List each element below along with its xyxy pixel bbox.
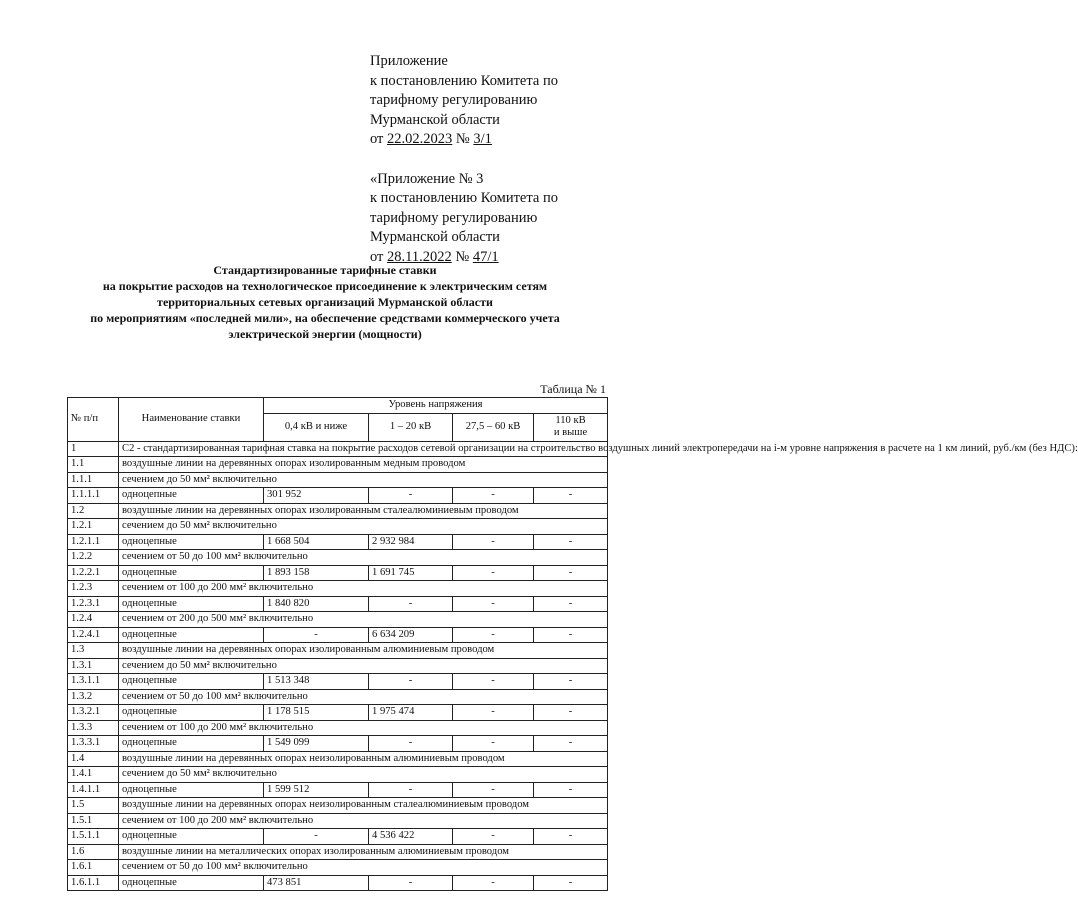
section-label: сечением до 50 мм² включительно	[119, 472, 608, 488]
section-row	[68, 658, 608, 674]
section-row	[68, 689, 608, 705]
date-prefix: от	[370, 131, 388, 147]
row-label: одноцепные	[119, 627, 264, 643]
row-label: одноцепные	[119, 875, 264, 891]
value-voltage-1: 1 513 348	[264, 674, 369, 690]
resolution-date: 28.11.2022	[387, 248, 452, 265]
section-row	[68, 643, 608, 659]
header-block-1	[370, 52, 558, 150]
value-voltage-3: -	[453, 782, 534, 798]
header-num: № п/п	[68, 398, 119, 442]
value-voltage-4: -	[534, 736, 608, 752]
value-voltage-4: -	[534, 596, 608, 612]
row-label: одноцепные	[119, 829, 264, 845]
value-voltage-3: -	[453, 705, 534, 721]
header-line: Мурманской области	[370, 229, 500, 245]
table-row	[68, 875, 608, 891]
section-label: воздушные линии на деревянных опорах изолированным медным проводом	[119, 457, 608, 473]
value-voltage-3: -	[453, 596, 534, 612]
value-voltage-2: -	[369, 875, 453, 891]
section-label: сечением до 50 мм² включительно	[119, 519, 608, 535]
header-line: к постановлению Комитета по	[370, 190, 558, 206]
row-num: 1.3.1	[68, 658, 119, 674]
row-num: 1.3.1.1	[68, 674, 119, 690]
header-voltage-3: 27,5 – 60 кВ	[453, 413, 534, 441]
row-label: одноцепные	[119, 736, 264, 752]
title-line: электрической энергии (мощности)	[228, 327, 422, 341]
header-line: «Приложение № 3	[370, 170, 484, 187]
table-row	[68, 782, 608, 798]
value-voltage-2: 1 975 474	[369, 705, 453, 721]
value-voltage-2: 2 932 984	[369, 534, 453, 550]
value-voltage-3: -	[453, 488, 534, 504]
header-line: тарифному регулированию	[370, 92, 538, 108]
value-voltage-4: -	[534, 627, 608, 643]
section-row	[68, 844, 608, 860]
row-label: одноцепные	[119, 782, 264, 798]
section-label: воздушные линии на деревянных опорах изолированным алюминиевым проводом	[119, 643, 608, 659]
row-num: 1.1	[68, 457, 119, 473]
section-row	[68, 550, 608, 566]
value-voltage-3: -	[453, 829, 534, 845]
row-label: одноцепные	[119, 534, 264, 550]
table-row	[68, 736, 608, 752]
section-label: сечением до 50 мм² включительно	[119, 767, 608, 783]
section-label: сечением от 200 до 500 мм² включительно	[119, 612, 608, 628]
row-num: 1.3.2.1	[68, 705, 119, 721]
row-num: 1.6.1.1	[68, 875, 119, 891]
title-line: на покрытие расходов на технологическое присоединение к электрическим сетям	[102, 279, 548, 293]
value-voltage-2: -	[369, 736, 453, 752]
value-voltage-2: 4 536 422	[369, 829, 453, 845]
section-row	[68, 767, 608, 783]
header-v4-line: 110 кВ	[555, 414, 586, 426]
row-num: 1.3.3.1	[68, 736, 119, 752]
value-voltage-1: 301 952	[264, 488, 369, 504]
tariff-table	[67, 397, 1078, 891]
appendix-header	[370, 52, 558, 267]
value-voltage-2: -	[369, 674, 453, 690]
row-num: 1.2.4	[68, 612, 119, 628]
value-voltage-1: 473 851	[264, 875, 369, 891]
section-row	[68, 457, 608, 473]
resolution-number: 47/1	[472, 248, 499, 265]
header-line: Мурманской области	[370, 111, 500, 128]
row-num: 1.5.1.1	[68, 829, 119, 845]
header-block-2	[370, 170, 558, 268]
row-num: 1.3	[68, 643, 119, 659]
value-voltage-3: -	[453, 534, 534, 550]
row-num: 1	[68, 441, 119, 457]
row-num: 1.3.2	[68, 689, 119, 705]
value-voltage-4: -	[534, 875, 608, 891]
value-voltage-3: -	[453, 736, 534, 752]
number-prefix: №	[452, 131, 474, 147]
value-voltage-2: -	[369, 782, 453, 798]
section-row	[68, 813, 608, 829]
section-row	[68, 860, 608, 876]
header-name: Наименование ставки	[119, 398, 264, 442]
header-line: тарифному регулированию	[370, 209, 538, 226]
value-voltage-4: -	[534, 782, 608, 798]
header-voltage-1: 0,4 кВ и ниже	[264, 413, 369, 441]
section-row	[68, 798, 608, 814]
header-date-line	[370, 130, 558, 150]
table-label: Таблица № 1	[540, 382, 606, 396]
row-num: 1.1.1	[68, 472, 119, 488]
section-label: воздушные линии на деревянных опорах изолированным сталеалюминиевым проводом	[119, 503, 608, 519]
value-voltage-1: 1 549 099	[264, 736, 369, 752]
value-voltage-2: -	[369, 488, 453, 504]
table-row	[68, 705, 608, 721]
row-num: 1.3.3	[68, 720, 119, 736]
row-num: 1.6	[68, 844, 119, 860]
table-row	[68, 674, 608, 690]
value-voltage-1: 1 668 504	[264, 534, 369, 550]
row-num: 1.4.1	[68, 767, 119, 783]
value-voltage-3: -	[453, 565, 534, 581]
value-voltage-2: 1 691 745	[369, 565, 453, 581]
row-label: одноцепные	[119, 488, 264, 504]
section-label: сечением от 50 до 100 мм² включительно	[119, 860, 608, 876]
resolution-date: 22.02.2023	[387, 131, 453, 147]
value-voltage-1: -	[264, 627, 369, 643]
row-num: 1.2.2	[68, 550, 119, 566]
section-label: сечением до 50 мм² включительно	[119, 658, 608, 674]
header-voltage-4	[534, 413, 608, 441]
section-label: сечением от 100 до 200 мм² включительно	[119, 581, 608, 597]
section-label: воздушные линии на металлических опорах изолированным алюминиевым проводом	[119, 844, 608, 860]
resolution-number: 3/1	[473, 131, 492, 147]
value-voltage-4: -	[534, 674, 608, 690]
section-label: воздушные линии на деревянных опорах неизолированным сталеалюминиевым проводом	[119, 798, 608, 814]
c2-description: С2 - стандартизированная тарифная ставка на покрытие расходов сетевой организации на строительство воздушных линий электропередачи на i-м уровне напряжения в расчете на 1 км линий, руб./км (без НДС):	[119, 441, 608, 457]
row-num: 1.2.1.1	[68, 534, 119, 550]
section-label: сечением от 100 до 200 мм² включительно	[119, 720, 608, 736]
row-num: 1.5	[68, 798, 119, 814]
section-label: сечением от 100 до 200 мм² включительно	[119, 813, 608, 829]
section-label: сечением от 50 до 100 мм² включительно	[119, 689, 608, 705]
row-num: 1.1.1.1	[68, 488, 119, 504]
section-row	[68, 751, 608, 767]
date-prefix: от	[370, 248, 388, 265]
row-num: 1.4.1.1	[68, 782, 119, 798]
section-row	[68, 612, 608, 628]
value-voltage-2: -	[369, 596, 453, 612]
row-num: 1.6.1	[68, 860, 119, 876]
table-row	[68, 488, 608, 504]
value-voltage-4: -	[534, 534, 608, 550]
table-row	[68, 829, 608, 845]
row-num: 1.5.1	[68, 813, 119, 829]
value-voltage-4: -	[534, 565, 608, 581]
value-voltage-4: -	[534, 488, 608, 504]
row-label: одноцепные	[119, 674, 264, 690]
table-row	[68, 596, 608, 612]
section-row	[68, 519, 608, 535]
row-num: 1.2.2.1	[68, 565, 119, 581]
section-row	[68, 472, 608, 488]
header-line: к постановлению Комитета по	[370, 72, 558, 89]
row-label: одноцепные	[119, 596, 264, 612]
title-line: Стандартизированные тарифные ставки	[213, 263, 437, 277]
table-row	[68, 627, 608, 643]
section-row	[68, 720, 608, 736]
c2-row	[68, 441, 608, 457]
value-voltage-2: 6 634 209	[369, 627, 453, 643]
value-voltage-1: -	[264, 829, 369, 845]
header-line: Приложение	[370, 53, 448, 69]
header-voltage-2: 1 – 20 кВ	[369, 413, 453, 441]
value-voltage-3: -	[453, 875, 534, 891]
row-num: 1.4	[68, 751, 119, 767]
title-line: по мероприятиям «последней мили», на обеспечение средствами коммерческого учета	[90, 311, 560, 325]
value-voltage-3: -	[453, 627, 534, 643]
section-label: воздушные линии на деревянных опорах неизолированным алюминиевым проводом	[119, 751, 608, 767]
section-label: сечением от 50 до 100 мм² включительно	[119, 550, 608, 566]
section-row	[68, 503, 608, 519]
value-voltage-1: 1 840 820	[264, 596, 369, 612]
value-voltage-1: 1 599 512	[264, 782, 369, 798]
row-num: 1.2.3	[68, 581, 119, 597]
number-prefix: №	[451, 248, 473, 265]
document-title	[60, 262, 590, 342]
table-row	[68, 565, 608, 581]
value-voltage-3: -	[453, 674, 534, 690]
value-voltage-1: 1 178 515	[264, 705, 369, 721]
value-voltage-4: -	[534, 705, 608, 721]
row-num: 1.2.4.1	[68, 627, 119, 643]
value-voltage-4: -	[534, 829, 608, 845]
header-v4-line: и выше	[553, 427, 588, 438]
header-voltage-level: Уровень напряжения	[264, 398, 608, 414]
title-line: территориальных сетевых организаций Мурманской области	[157, 295, 493, 309]
section-row	[68, 581, 608, 597]
value-voltage-1: 1 893 158	[264, 565, 369, 581]
row-label: одноцепные	[119, 705, 264, 721]
row-label: одноцепные	[119, 565, 264, 581]
row-num: 1.2.1	[68, 519, 119, 535]
table-row	[68, 534, 608, 550]
row-num: 1.2	[68, 503, 119, 519]
row-num: 1.2.3.1	[68, 596, 119, 612]
